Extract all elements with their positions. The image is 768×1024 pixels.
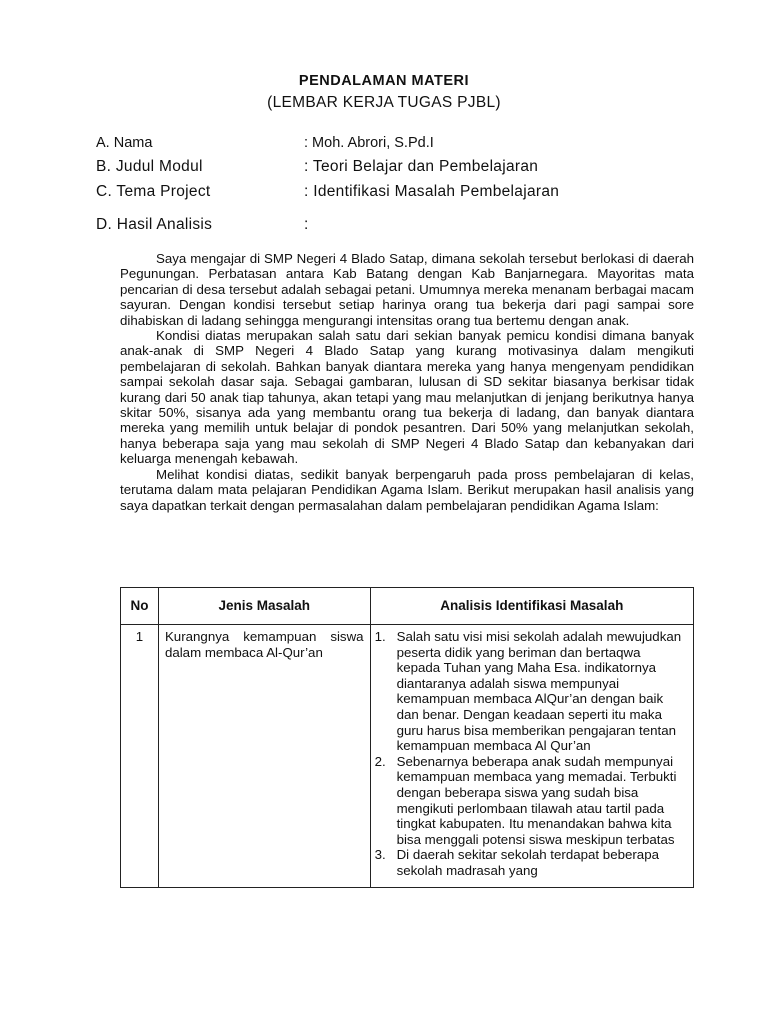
list-item-text: Di daerah sekitar sekolah terdapat beberapa sekolah madrasah yang: [396, 847, 659, 878]
document-subtitle: (LEMBAR KERJA TUGAS PJBL): [267, 94, 501, 111]
list-item: [371, 754, 687, 848]
header-analisis: Analisis Identifikasi Masalah: [370, 588, 693, 625]
analysis-list: [371, 629, 687, 879]
paragraph-conclusion: Melihat kondisi diatas, sedikit banyak berpengaruh pada pross pembelajaran di kelas, terutama dalam mata pelajaran Pendidikan Agama Islam. Berikut merupakan hasil analisis yang saya dapatkan terkait dengan permasalahan dalam pembelajaran pendidikan Agama Islam:: [120, 466, 694, 513]
meta-value-judul-modul: : Teori Belajar dan Pembelajaran: [304, 158, 539, 175]
table-row: [121, 625, 694, 888]
meta-value-hasil-analisis: :: [304, 216, 309, 233]
list-item-text: Salah satu visi misi sekolah adalah mewujudkan peserta didik yang beriman dan bertaqwa kepada Tuhan yang Maha Esa. indikatornya diantaranya adalah siswa mempunyai kemampuan membaca AlQur’an dengan baik dan benar. Dengan keadaan seperti itu maka guru harus bisa memberikan pengajaran tentan kemampuan membaca Al Qur’an: [396, 629, 682, 754]
meta-value-nama: : Moh. Abrori, S.Pd.I: [304, 135, 434, 151]
list-item-text: Sebenarnya beberapa anak sudah mempunyai kemampuan membaca yang memadai. Terbukti dengan beberapa siswa yang sudah bisa mengikuti perlombaan tilawah atau tartil pada tingkat kabupaten. Itu menandakan bahwa kita bisa menggali potensi siswa meskipun terbatas: [396, 753, 677, 847]
paragraph-condition: Kondisi diatas merupakan salah satu dari sekian banyak pemicu kondisi dimana banyak anak-anak di SMP Negeri 4 Blado Satap yang kurang motivasinya dalam mengikuti pembelajaran di sekolah. Bahkan banyak diantara mereka yang hanya mengenyam pendidikan sampai sekolah dasar saja. Sebagai gambaran, lulusan di SD sekitar biasanya berkisar tidak kurang dari 50 anak tiap tahunya, akan tetapi yang mau melanjutkan di jenjang berikutnya hanya skitar 50%, sisanya ada yang membantu orang tua bekerja di ladang, dan banyak diantara mereka yang memilih untuk belajar di pondok pesantren. Dari 50% yang melanjutkan sekolah, hanya beberapa saja yang mau sekolah di SMP Negeri 4 Blado Satap dan kebanyakan dari keluarga menengah kebawah.: [120, 328, 694, 467]
problem-table: [120, 587, 694, 888]
document-title: PENDALAMAN MATERI: [298, 73, 470, 89]
analysis-body: [120, 251, 694, 513]
list-item-number: 3.: [374, 847, 386, 863]
cell-analisis: [370, 625, 693, 888]
meta-label-judul-modul: B. Judul Modul: [96, 158, 203, 175]
list-item: [371, 847, 687, 878]
meta-label-hasil-analisis: D. Hasil Analisis: [96, 216, 213, 233]
meta-label-nama: A. Nama: [96, 135, 153, 151]
cell-jenis-masalah: Kurangnya kemampuan siswa dalam membaca Al-Qur’an: [158, 625, 370, 888]
cell-no: 1: [121, 625, 159, 888]
list-item-number: 1.: [374, 629, 386, 644]
paragraph-location: Saya mengajar di SMP Negeri 4 Blado Satap, dimana sekolah tersebut berlokasi di daerah Pegunungan. Perbatasan antara Kab Batang dengan Kab Banjarnegara. Mayoritas mata pencarian di desa tersebut adalah sebagai petani. Umumnya mereka menanam berbagai macam sayuran. Dengan kondisi tersebut setiap harinya orang tua bekerja dari pagi sampai sore dihabiskan di ladang sehingga mengurangi intensitas orang tua bertemu dengan anak.: [120, 251, 694, 328]
header-jenis-masalah: Jenis Masalah: [158, 588, 370, 625]
meta-label-tema-project: C. Tema Project: [96, 183, 211, 200]
meta-value-tema-project: : Identifikasi Masalah Pembelajaran: [304, 183, 560, 200]
list-item-number: 2.: [374, 753, 386, 769]
table-header-row: [121, 588, 694, 625]
list-item: [371, 629, 687, 754]
header-no: No: [121, 588, 159, 625]
